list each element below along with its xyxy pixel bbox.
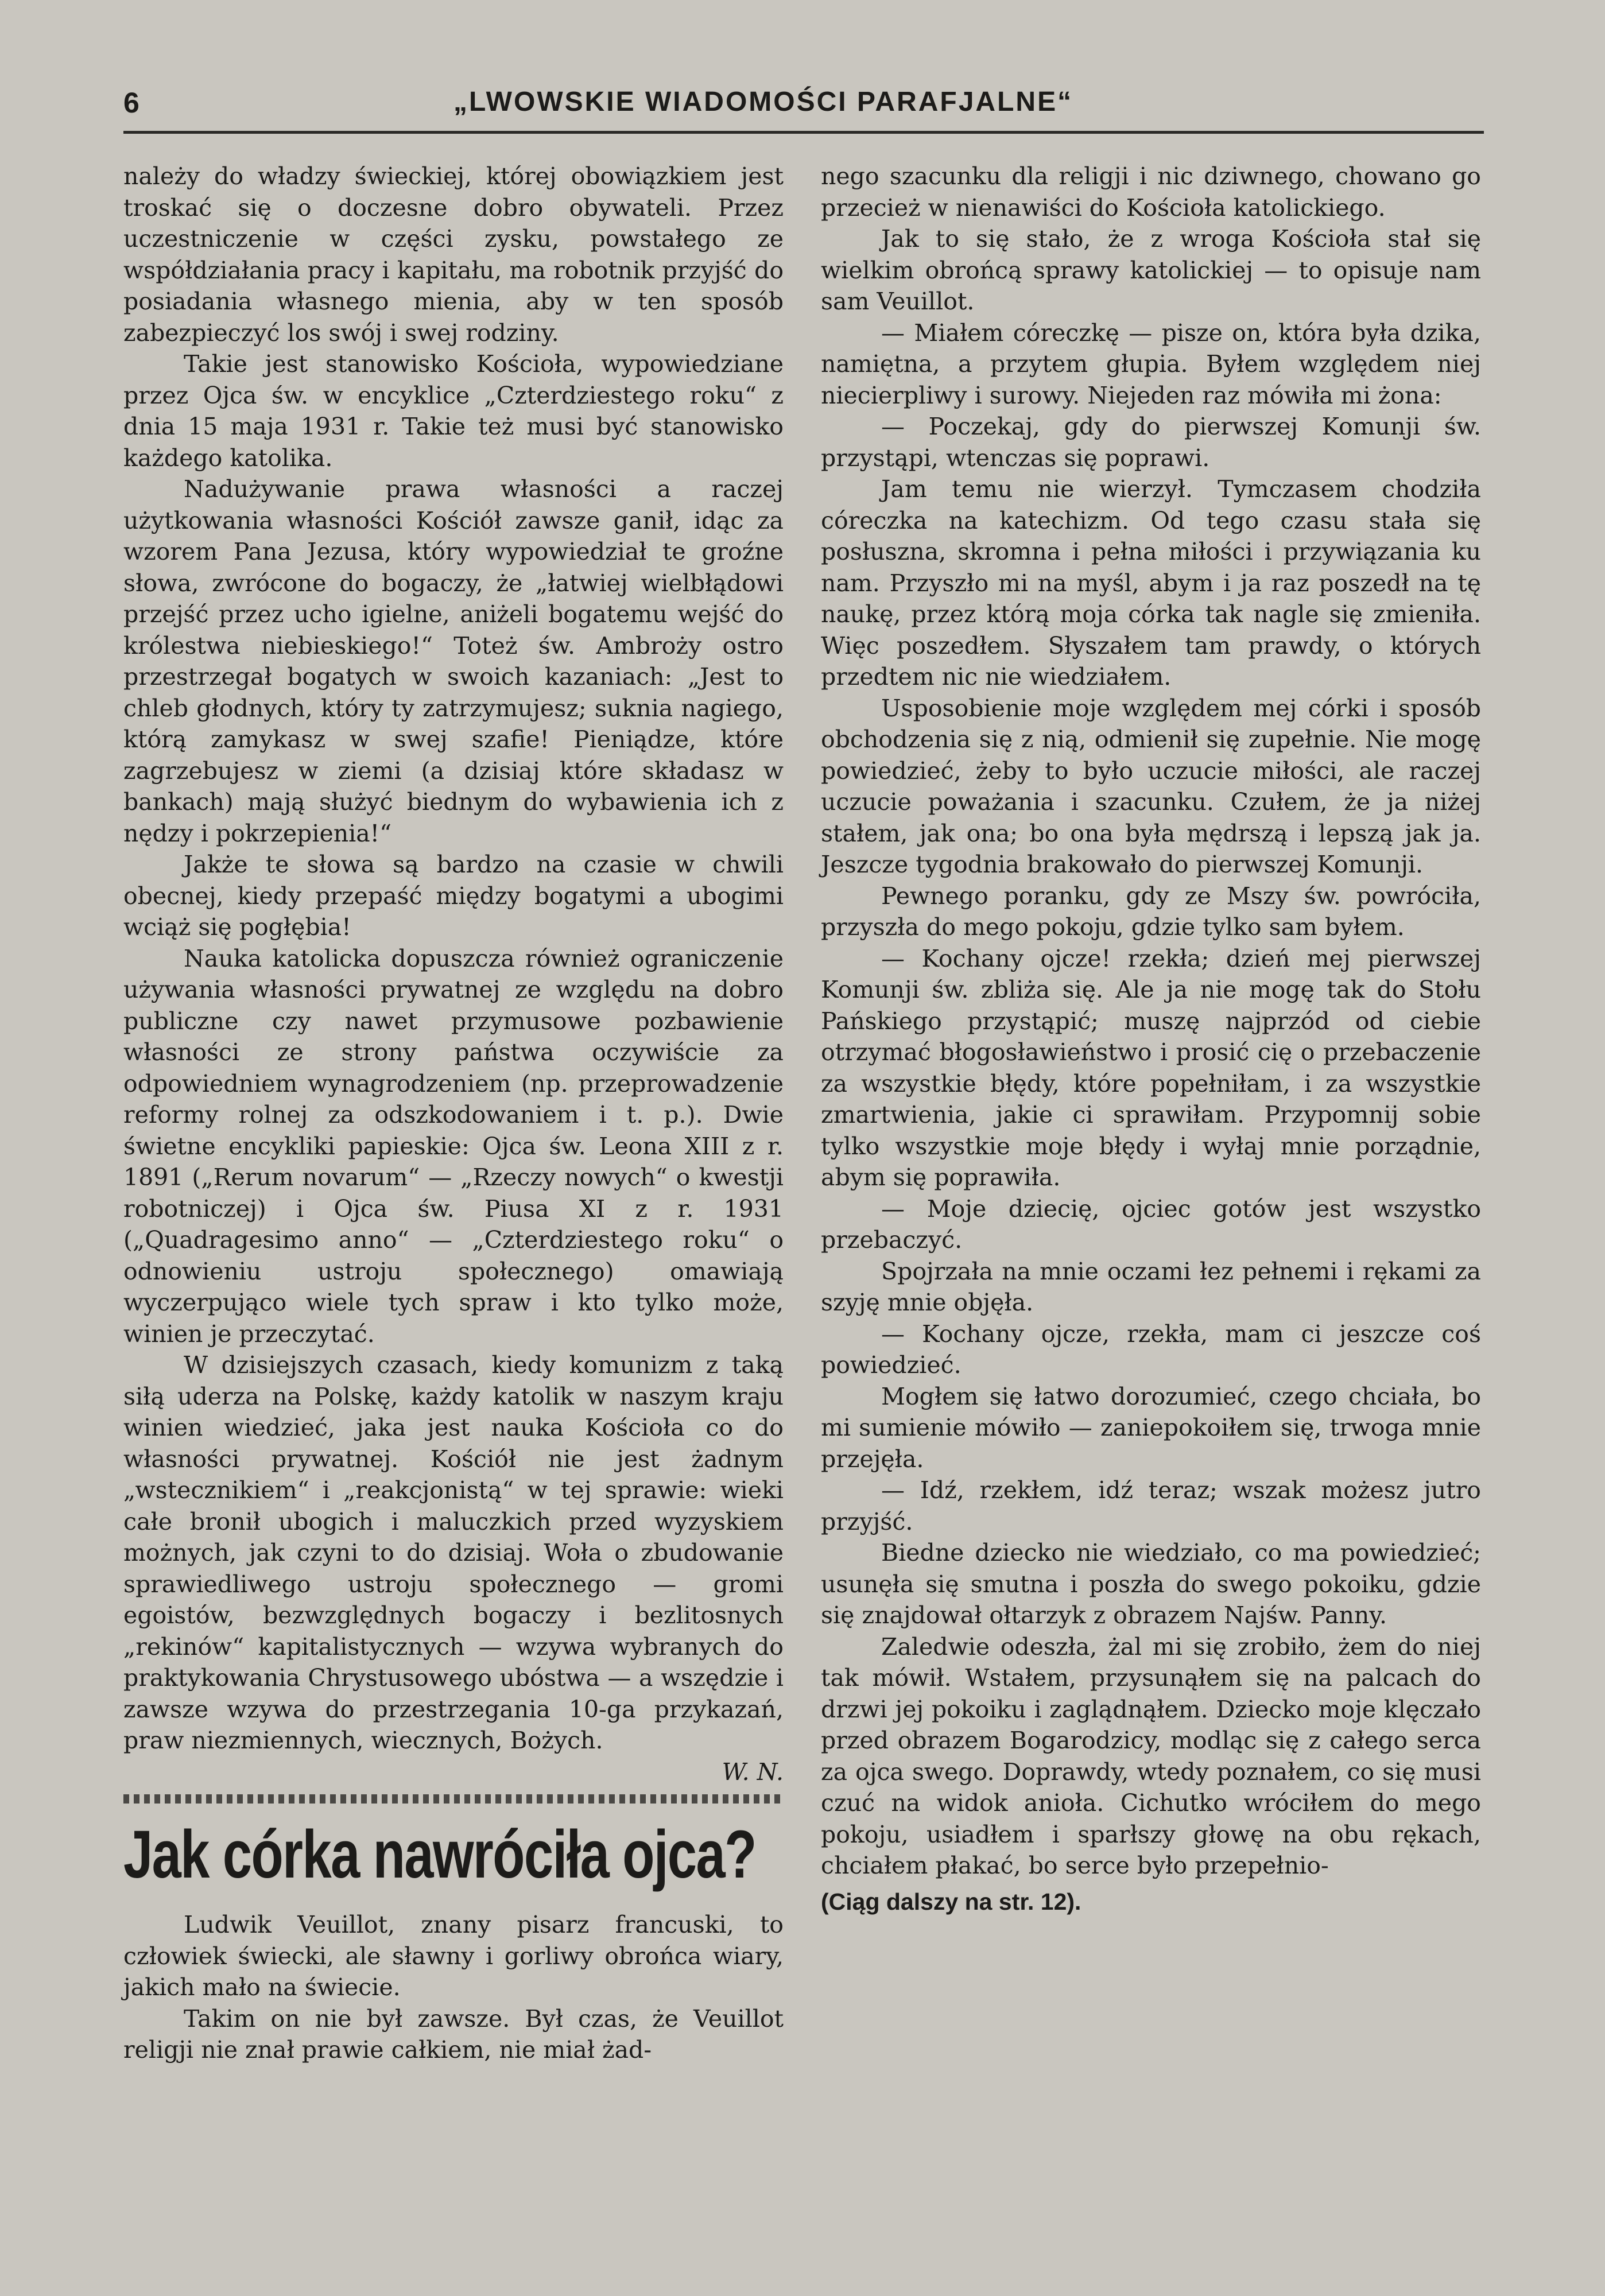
- header-rule: [123, 131, 1484, 134]
- author-signature: W. N.: [722, 1758, 784, 1786]
- paragraph: Pewnego poranku, gdy ze Mszy św. powróciła, przyszła do mego pokoju, gdzie tylko sam byłem.: [821, 882, 1481, 941]
- paragraph: — Moje dziecię, ojciec gotów jest wszystko przebaczyć.: [821, 1194, 1481, 1254]
- paragraph: Usposobienie moje względem mej córki i sposób obchodzenia się z nią, odmienił się zupełnie. Nie mogę powiedzieć, żeby to było uczucie miłości, ale raczej uczucie poważania i szacunku. Czułem, że ja niżej stałem, jak ona; bo ona była mędrszą i lepszą jak ja. Jeszcze tygodnia brakowało do pierwszej Komunji.: [821, 694, 1481, 878]
- right-column: [821, 161, 1481, 1917]
- paragraph: Jakże te słowa są bardzo na czasie w chwili obecnej, kiedy przepaść między bogatymi a ubogimi wciąż się pogłębia!: [123, 851, 784, 941]
- paragraph: Takie jest stanowisko Kościoła, wypowiedziane przez Ojca św. w encyklice „Czterdziestego roku“ z dnia 15 maja 1931 r. Takie też musi być stanowisko każdego katolika.: [123, 350, 784, 472]
- paragraph: Spojrzała na mnie oczami łez pełnemi i rękami za szyję mnie objęła.: [821, 1257, 1481, 1316]
- paragraph: należy do władzy świeckiej, której obowiązkiem jest troskać się o doczesne dobro obywateli. Przez uczestniczenie w części zysku, powstałego ze współdziałania pracy i kapitału, ma robotnik przyjść do posiadania własnego mienia, aby w ten sposób zabezpieczyć los swój i swej rodziny.: [123, 162, 784, 347]
- paragraph: Nadużywanie prawa własności a raczej użytkowania własności Kościół zawsze ganił, idąc za wzorem Pana Jezusa, który wypowiedział te groźne słowa, zwrócone do bogaczy, że „łatwiej wielbłądowi przejść przez ucho igielne, aniżeli bogatemu wejść do królestwa niebieskiego!“ Toteż św. Ambroży ostro przestrzegał bogatych w swoich kazaniach: „Jest to chleb głodnych, który ty zatrzymujesz; suknia nagiego, którą zamykasz w swej szafie! Pieniądze, które zagrzebujesz w ziemi (a dzisiaj które składasz w bankach) mają służyć biednym do wybawienia ich z nędzy i pokrzepienia!“: [123, 475, 784, 847]
- paragraph: — Kochany ojcze, rzekła, mam ci jeszcze coś powiedzieć.: [821, 1320, 1481, 1379]
- paragraph: Biedne dziecko nie wiedziało, co ma powiedzieć; usunęła się smutna i poszła do swego pokoiku, gdzie się znajdował ołtarzyk z obrazem Najśw. Panny.: [821, 1539, 1481, 1629]
- paragraph: Takim on nie był zawsze. Był czas, że Veuillot religji nie znał prawie całkiem, nie miał żad-: [123, 2004, 784, 2064]
- left-column: [123, 161, 784, 2066]
- paragraph: Ludwik Veuillot, znany pisarz francuski, to człowiek świecki, ale sławny i gorliwy obrońca wiary, jakich mało na świecie.: [123, 1911, 784, 2001]
- page-header: [123, 86, 1484, 138]
- page-number: 6: [123, 87, 139, 119]
- paragraph: — Miałem córeczkę — pisze on, która była dzika, namiętna, a przytem głupia. Byłem względem niej niecierpliwy i surowy. Niejeden raz mówiła mi żona:: [821, 319, 1481, 409]
- paragraph: Zaledwie odeszła, żal mi się zrobiło, żem do niej tak mówił. Wstałem, przysunąłem się na palcach do drzwi jej pokoiku i zaglądnąłem. Dziecko moje klęczało przed obrazem Bogarodzicy, modląc się z całego serca za ojca swego. Doprawdy, wtedy poznałem, co się musi czuć na widok anioła. Cichutko wróciłem do mego pokoju, usiadłem i sparłszy głowę na obu rękach, chciałem płakać, bo serce było przepełnio-: [821, 1632, 1481, 1879]
- paragraph: — Idź, rzekłem, idź teraz; wszak możesz jutro przyjść.: [821, 1476, 1481, 1535]
- paragraph: — Kochany ojcze! rzekła; dzień mej pierwszej Komunji św. zbliża się. Ale ja nie mogę tak do Stołu Pańskiego przystąpić; muszę najprzód od ciebie otrzymać błogosławieństwo i prosić cię o przebaczenie za wszystkie błędy, które popełniłam, i za wszystkie zmartwienia, jakie ci sprawiłam. Przypomnij sobie tylko wszystkie moje błędy i wyłaj mnie porządnie, abym się poprawiła.: [821, 944, 1481, 1191]
- newspaper-title: „LWOWSKIE WIADOMOŚCI PARAFJALNE“: [453, 87, 1073, 117]
- paragraph: nego szacunku dla religji i nic dziwnego, chowano go przecież w nienawiści do Kościoła katolickiego.: [821, 162, 1481, 222]
- paragraph: Nauka katolicka dopuszcza również ograniczenie używania własności prywatnej ze względu na dobro publiczne czy nawet przymusowe pozbawienie własności ze strony państwa oczywiście za odpowiedniem wynagrodzeniem (np. przeprowadzenie reformy rolnej za odszkodowaniem i t. p.). Dwie świetne encykliki papieskie: Ojca św. Leona XIII z r. 1891 („Rerum novarum“ — „Rzeczy nowych“ o kwestji robotniczej) i Ojca św. Piusa XI z r. 1931 („Quadragesimo anno“ — „Czterdziestego roku“ o odnowieniu ustroju społecznego) omawiają wyczerpująco wiele tych spraw i kto tylko może, winien je przeczytać.: [123, 944, 784, 1348]
- article-title: Jak córka nawróciła ojca?: [123, 1817, 756, 1892]
- paragraph: — Poczekaj, gdy do pierwszej Komunji św. przystąpi, wtenczas się poprawi.: [821, 413, 1481, 472]
- paragraph: Mogłem się łatwo dorozumieć, czego chciała, bo mi sumienie mówiło — zaniepokoiłem się, trwoga mnie przejęła.: [821, 1382, 1481, 1473]
- paragraph: W dzisiejszych czasach, kiedy komunizm z taką siłą uderza na Polskę, każdy katolik w naszym kraju winien wiedzieć, jaka jest nauka Kościoła co do własności prywatnej. Kościół nie jest żadnym „wstecznikiem“ i „reakcjonistą“ w tej sprawie: wieki całe bronił ubogich i maluczkich przed wyzyskiem możnych, jak czyni to do dzisiaj. Woła o zbudowanie sprawiedliwego ustroju społecznego — gromi egoistów, bezwzględnych bogaczy i bezlitosnych „rekinów“ kapitalistycznych — wzywa wybranych do praktykowania Chrystusowego ubóstwa — a wszędzie i zawsze wzywa do przestrzegania 10-ga przykazań, praw niezmiennych, wiecznych, Bożych.: [123, 1351, 784, 1754]
- decorative-divider: [123, 1794, 784, 1804]
- paragraph: Jam temu nie wierzył. Tymczasem chodziła córeczka na katechizm. Od tego czasu stała się posłuszna, skromna i pełna miłości i przywiązania ku nam. Przyszło mi na myśl, abym i ja raz poszedł na tę naukę, przez którą moja córka tak nagle się zmieniła. Więc poszedłem. Słyszałem tam prawdy, o których przedtem nic nie wiedziałem.: [821, 475, 1481, 691]
- paragraph: Jak to się stało, że z wroga Kościoła stał się wielkim obrońcą sprawy katolickiej — to opisuje nam sam Veuillot.: [821, 225, 1481, 315]
- continuation-note: (Ciąg dalszy na str. 12).: [821, 1888, 1081, 1915]
